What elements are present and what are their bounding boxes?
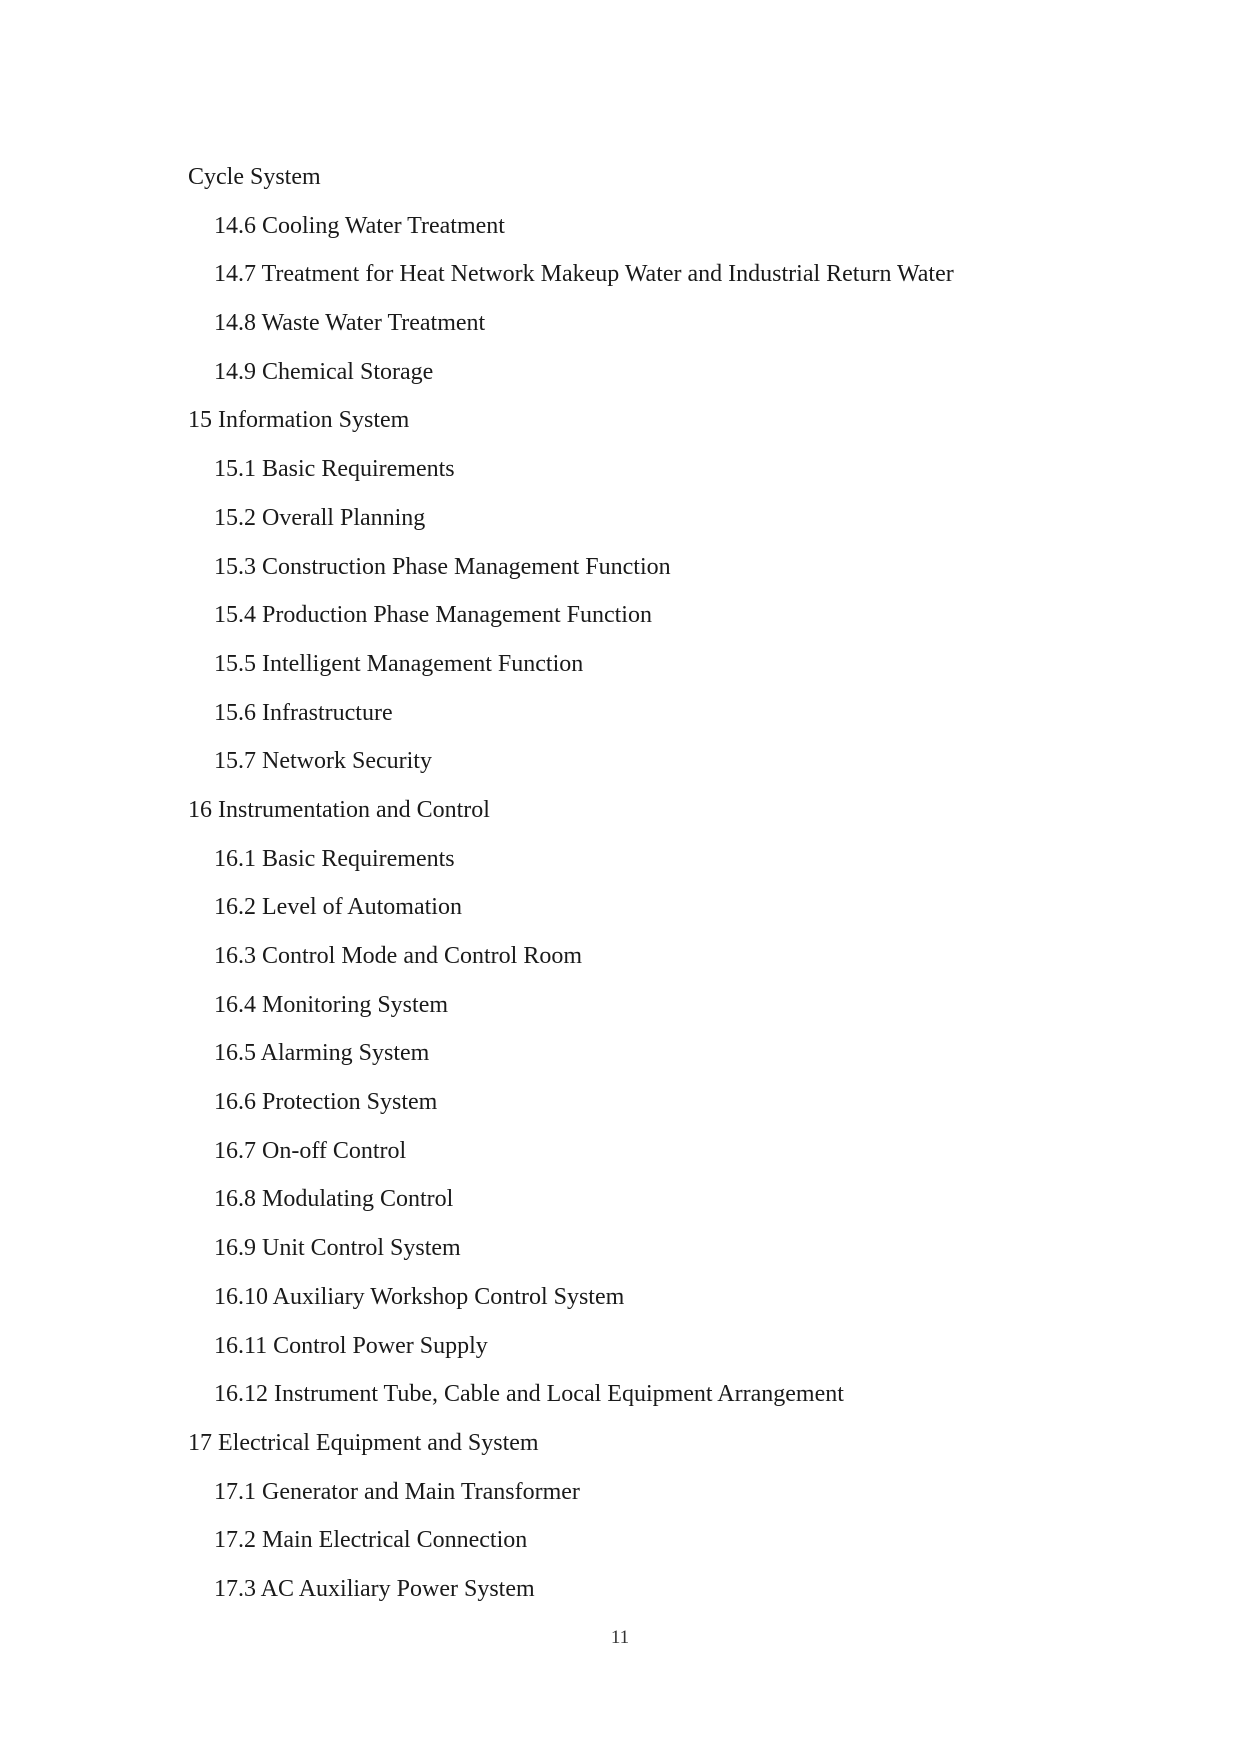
toc-section-entry[interactable]: 15.3 Construction Phase Management Function (214, 553, 671, 580)
toc-section-entry[interactable]: 15.7 Network Security (214, 748, 432, 775)
toc-section-entry[interactable]: 16.4 Monitoring System (214, 991, 449, 1018)
toc-section-entry[interactable]: 14.6 Cooling Water Treatment (214, 212, 505, 239)
toc-section-entry[interactable]: 16.5 Alarming System (214, 1040, 430, 1067)
toc-section-entry[interactable]: 16.6 Protection System (214, 1089, 438, 1116)
toc-section-entry[interactable]: 16.10 Auxiliary Workshop Control System (214, 1283, 625, 1310)
toc-chapter-entry[interactable]: 17 Electrical Equipment and System (188, 1429, 539, 1456)
toc-section-entry[interactable]: 16.12 Instrument Tube, Cable and Local Equipment Arrangement (214, 1381, 844, 1408)
toc-section-entry[interactable]: 15.2 Overall Planning (214, 504, 426, 531)
toc-section-entry[interactable]: 15.1 Basic Requirements (214, 456, 455, 483)
toc-section-entry[interactable]: 14.9 Chemical Storage (214, 358, 434, 385)
toc-section-entry[interactable]: 16.8 Modulating Control (214, 1186, 454, 1213)
toc-section-entry[interactable]: 16.3 Control Mode and Control Room (214, 943, 582, 969)
table-of-contents (188, 153, 1188, 1614)
toc-section-entry[interactable]: 16.2 Level of Automation (214, 894, 462, 921)
toc-chapter-entry[interactable]: 15 Information System (188, 407, 410, 434)
toc-chapter-entry[interactable]: Cycle System (188, 164, 321, 190)
toc-section-entry[interactable]: 14.8 Waste Water Treatment (214, 310, 486, 337)
toc-section-entry[interactable]: 14.7 Treatment for Heat Network Makeup Water and Industrial Return Water (214, 261, 954, 288)
toc-section-entry[interactable]: 16.1 Basic Requirements (214, 845, 455, 872)
page-number: 11 (610, 1627, 630, 1648)
toc-section-entry[interactable]: 16.7 On-off Control (214, 1137, 407, 1164)
toc-section-entry[interactable]: 15.4 Production Phase Management Function (214, 602, 652, 629)
toc-section-entry[interactable]: 17.3 AC Auxiliary Power System (214, 1575, 535, 1602)
toc-section-entry[interactable]: 16.11 Control Power Supply (214, 1332, 488, 1359)
toc-section-entry[interactable]: 17.1 Generator and Main Transformer (214, 1478, 580, 1505)
toc-section-entry[interactable]: 17.2 Main Electrical Connection (214, 1527, 528, 1554)
toc-chapter-entry[interactable]: 16 Instrumentation and Control (188, 796, 490, 823)
toc-section-entry[interactable]: 15.5 Intelligent Management Function (214, 650, 584, 677)
toc-section-entry[interactable]: 15.6 Infrastructure (214, 699, 393, 726)
toc-section-entry[interactable]: 16.9 Unit Control System (214, 1235, 461, 1262)
